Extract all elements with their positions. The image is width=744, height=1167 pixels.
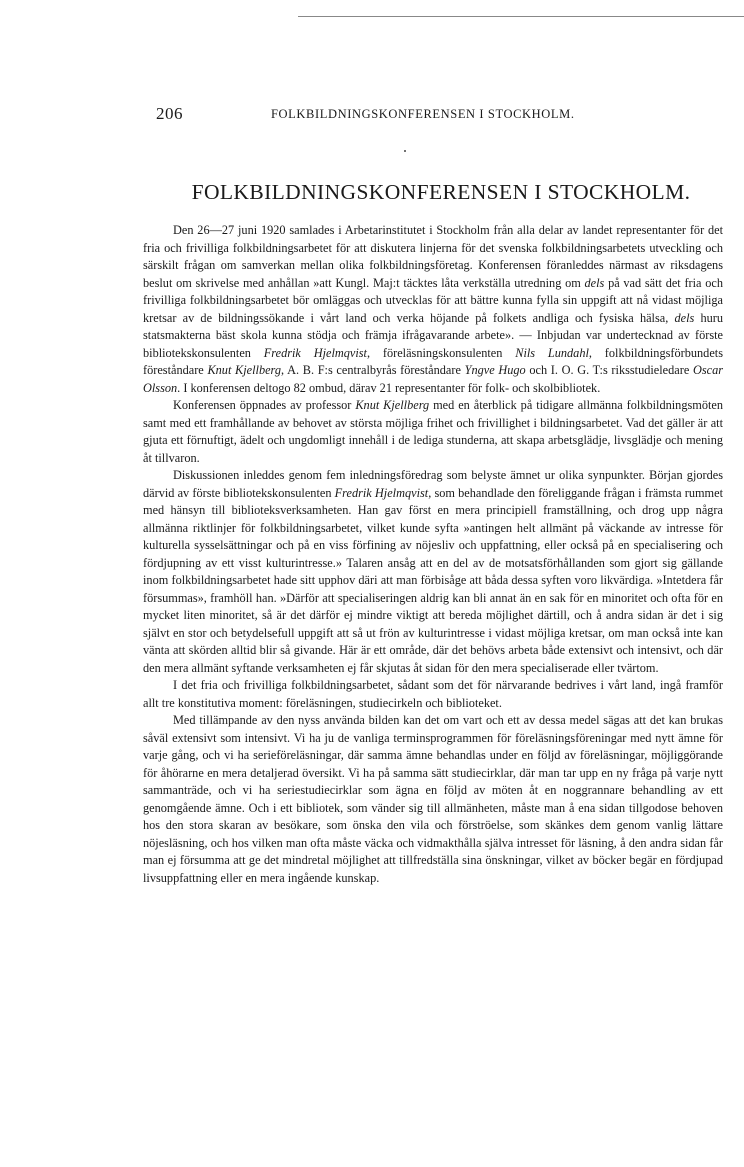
italic-name: dels — [584, 275, 605, 290]
text-run: Den 26—27 juni 1920 samlades i Arbetarinstitutet i Stockholm från alla delar av landet representanter för det fria och frivilliga folkbildningsarbetet för att diskutera linjerna för det svenska folkbildningsarbetets utveckling och särskilt frågan om samverkan mellan olika folkbildningsföretag. Konferensen föranleddes närmast av riksdagens beslut om skrivelse med anhållan »att Kungl. Maj:t täcktes låta verkställa utredning om — [143, 223, 723, 290]
text-run: med en återblick på tidigare allmänna folkbildningsmöten samt med ett framhållande av behovet av största möjliga frihet och frivillighet i bildningsarbetet. Vad det gäller är att gjuta ett förnuftigt, ädelt och ungdomligt innehåll i de lediga stunderna, att skapa arbetsglädje, livsglädje och mening åt tillvaron. — [143, 398, 724, 465]
text-run: och I. O. G. T:s riksstudieledare — [525, 363, 693, 377]
text-run: huru statsmakterna bäst skola kunna stödja och främja ifrågavarande arbete». — Inbjudan var undertecknad av förste bibliotekskonsulenten — [143, 310, 723, 360]
italic-name: Oscar Olsson — [143, 363, 724, 395]
text-run: , A. B. F:s centralbyrås föreståndare — [281, 363, 465, 377]
text-run: . I konferensen deltogo 82 ombud, därav 21 representanter för folk- och skolbibliotek. — [177, 380, 601, 395]
text-run: , föreläsningskonsulenten — [366, 345, 516, 360]
italic-name: Knut Kjellberg — [207, 363, 282, 377]
italic-name: Knut Kjellberg — [355, 398, 430, 412]
body-paragraph — [143, 222, 723, 397]
article-body — [143, 222, 723, 887]
body-paragraph — [143, 397, 723, 467]
italic-name: Fredrik Hjelmqvist — [263, 345, 367, 360]
text-run: Med tillämpande av den nyss använda bilden kan det om vart och ett av dessa medel sägas att det kan brukas såväl extensivt som intensivt. Vi ha ju de vanliga terminsprogrammen för föreläsningsföreningar med nytt ämne för varje gång, och vi ha serieföreläsningar, där samma ämne behandlas under en följd av föreläsningar, möjliggörande för åhörarne en mera detaljerad översikt. Vi ha på samma sätt studiecirklar, där man tar upp en ny fråga på varje nytt sammanträde, och vi ha seriestudiecirklar som ägna en följd av möten åt en noggrannare behandling av ett genomgående ämne. Och i ett bibliotek, som vänder sig till allmänheten, måste man å ena sidan tillgodose behoven hos den stora skaran av besökare, som önska den vila och förströelse, som skänkes dem genom vanlig lättare nöjesläsning, och hos vilken man ofta måste väcka och vidmakthålla själva intresset för läsning, å den andra sidan får man ej försumma att ge det mindretal möjlighet att tillfredställa sina önskningar, vilket av böcker begär en fördjupad livsuppfattning eller en mera ingående kunskap. — [143, 713, 723, 885]
text-run: I det fria och frivilliga folkbildningsarbetet, sådant som det för närvarande bedrives i vårt land, ingå framför allt tre konstitutiva moment: föreläsningen, studiecirkeln och biblioteket. — [143, 678, 723, 710]
text-run: , som behandlade den föreliggande frågan i främsta rummet med hänsyn till biblioteksverksamheten. Han gav först en mera principiell framställning, och drog upp några allmänna riktlinjer för folkbildningsarbetet, vilket kunde syfta »antingen helt allmänt på väckande av intresse för kulturella sysselsättningar och på en viss förfining av nöjesliv och uppfattning, eller också på en specialisering och fördjupning av ett visst kulturintresse.» Talaren ansåg att en del av de motsatsförhållanden som gjort sig gällande inom folkbildningsarbetet hade sitt upphov däri att man förbisåge att båda dessa syften voro likvärdiga. »Intetdera får försummas», framhöll han. »Därför att specialiseringen aldrig kan bli annat än en sak för en minoritet och ofta för en mycket liten minoritet, så är det därför ej mindre viktigt att bereda möjlighet därtill, och å andra sidan är det i sig självt en stor och betydelsefull uppgift att så ut frön av kulturintresse i vidast möjliga kretsar, om man också inte kan vänta att skörden alltid blir så givande. Här är ett område, där det behövs arbeta både extensivt och intensivt, och där den mera allmänt syftande verksamheten ej får skjutas åt sidan för den mera specialiserade eller tvärtom. — [143, 485, 723, 675]
body-paragraph — [143, 677, 723, 712]
italic-name: dels — [674, 310, 695, 325]
body-paragraph — [143, 712, 723, 887]
article-title: FOLKBILDNINGSKONFERENSEN I STOCKHOLM. — [191, 180, 691, 204]
text-run: Konferensen öppnades av professor — [173, 398, 356, 412]
italic-name: Fredrik Hjelmqvist — [334, 485, 429, 500]
text-run: på vad sätt det fria och frivilliga folkbildningsarbetet bör omläggas och utvecklas för att bättre kunna fylla sin uppgift att nå vidast möjliga kretsar av de bildningssökande i vårt land och verka höjande på folkets andliga och fysiska hälsa, — [143, 275, 723, 325]
italic-name: Yngve Hugo — [464, 363, 526, 377]
page-number: 206 — [156, 104, 183, 123]
top-rule — [298, 16, 744, 17]
stray-dot — [404, 150, 406, 152]
running-head — [156, 104, 626, 124]
text-run: , folkbildningsförbundets föreståndare — [143, 345, 723, 377]
italic-name: Nils Lundahl — [515, 345, 589, 360]
body-paragraph — [143, 467, 723, 677]
running-title: FOLKBILDNINGSKONFERENSEN I STOCKHOLM. — [271, 107, 575, 121]
text-run: Diskussionen inleddes genom fem inledningsföredrag som belyste ämnet ur olika synpunkter. Början gjordes därvid av förste bibliotekskonsulenten — [143, 468, 723, 500]
